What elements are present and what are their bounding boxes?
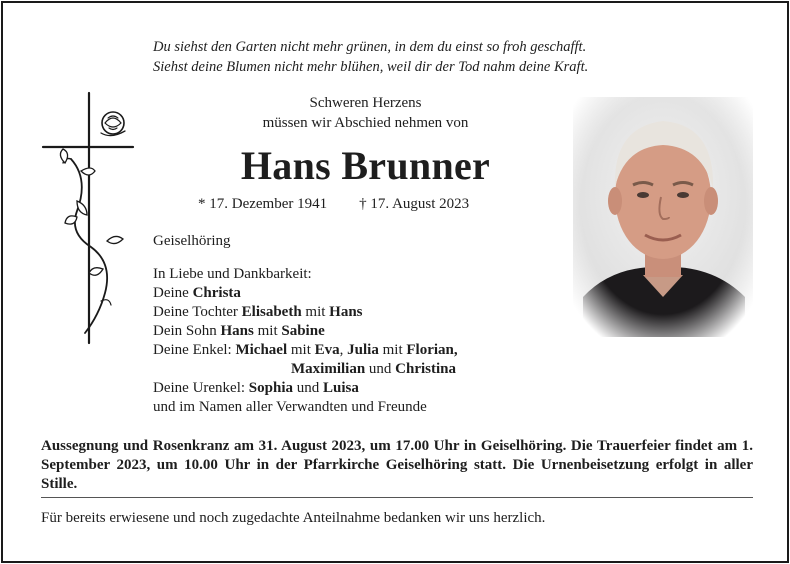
mourner-line-others: und im Namen aller Verwandten und Freunde [153,399,427,415]
life-dates [198,195,469,213]
mourner-line-grandchildren: Deine Enkel: Michael mit Eva, Julia mit Florian, [153,342,458,358]
poem-line: Du siehst den Garten nicht mehr grünen, in dem du einst so froh geschafft. [153,39,587,55]
death-date: † 17. August 2023 [359,196,470,212]
intro-text [233,93,498,133]
mourner-line-son: Dein Sohn Hans mit Sabine [153,323,325,339]
mourner-line-great-grandchildren: Deine Urenkel: Sophia und Luisa [153,380,359,396]
obituary-card [1,1,789,563]
cross-with-rose-icon [41,91,137,349]
mourners-heading: In Liebe und Dankbarkeit: [153,266,312,282]
deceased-name: Hans Brunner [240,143,491,188]
divider [41,497,753,498]
poem-line: Siehst deine Blumen nicht mehr blühen, weil dir der Tod nahm deine Kraft. [153,59,589,75]
mourner-line-grandchildren-cont: Maximilian und Christina [291,361,457,377]
intro-line: Schweren Herzens [309,95,422,111]
mourner-line-wife: Deine Christa [153,285,241,301]
hometown: Geiselhöring [153,233,231,249]
birth-date: * 17. Dezember 1941 [198,196,328,212]
poem [153,37,588,77]
portrait-photo [573,97,753,337]
mourner-line-daughter: Deine Tochter Elisabeth mit Hans [153,304,363,320]
mourners-list [153,265,458,417]
funeral-notice: Aussegnung und Rosenkranz am 31. August 2023, um 17.00 Uhr in Geiselhöring. Die Trauerfeier findet am 1. September 2023, um 10.00 Uhr in der Pfarrkirche Geiselhöring statt. Die Urnenbeisetzung erfolgt in aller Stille. [41,438,753,492]
thanks-text: Für bereits erwiesene und noch zugedachte Anteilnahme bedanken wir uns herzlich. [41,510,546,526]
intro-line: müssen wir Abschied nehmen von [262,115,469,131]
